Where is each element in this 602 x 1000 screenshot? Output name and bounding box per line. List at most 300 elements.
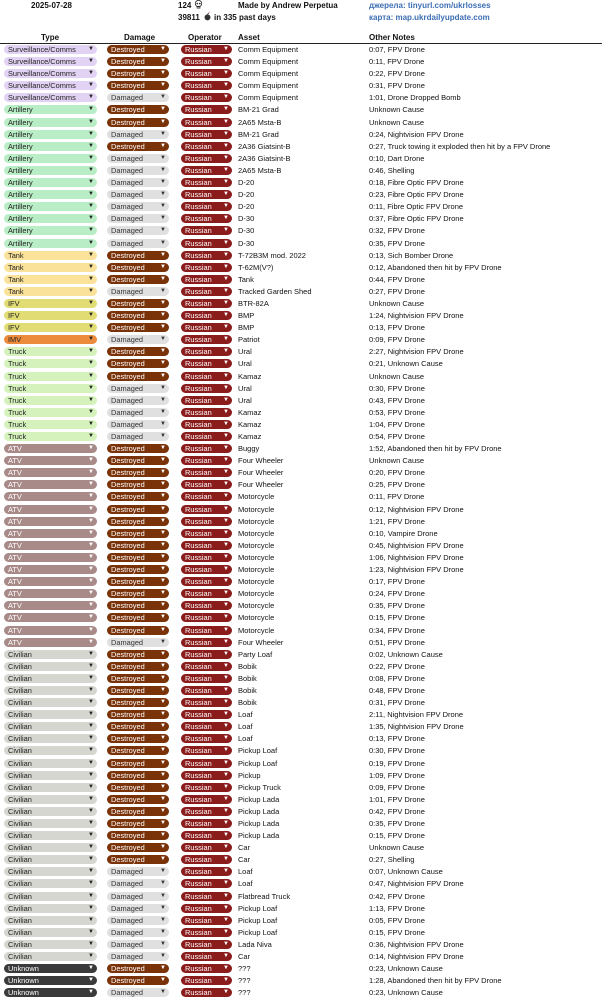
operator-dropdown[interactable] [181,287,232,296]
damage-dropdown[interactable] [107,323,169,332]
operator-dropdown[interactable] [181,892,232,901]
notes-cell: 0:30, FPV Drone [369,746,425,756]
operator-dropdown[interactable] [181,130,232,139]
column-header-notes[interactable]: Other Notes [369,33,415,42]
damage-dropdown[interactable] [107,93,169,102]
notes-cell: 0:15, FPV Drone [369,927,425,937]
type-dropdown[interactable] [4,69,97,78]
operator-dropdown[interactable] [181,480,232,489]
operator-dropdown[interactable] [181,940,232,949]
damage-dropdown[interactable] [107,81,169,90]
operator-dropdown[interactable] [181,976,232,985]
notes-cell: 0:47, Nightvision FPV Drone [369,879,464,889]
operator-dropdown[interactable] [181,347,232,356]
operator-dropdown[interactable] [181,831,232,840]
column-header-operator[interactable]: Operator [188,33,222,42]
dropdown-arrow-icon: ▼ [223,662,229,669]
damage-dropdown[interactable] [107,190,169,199]
operator-dropdown[interactable] [181,517,232,526]
damage-dropdown[interactable] [107,492,169,501]
type-dropdown[interactable] [4,408,97,417]
type-dropdown[interactable] [4,166,97,175]
table-row [0,552,602,564]
source-link[interactable]: джерела: tinyurl.com/ukrlosses [369,1,491,10]
dropdown-arrow-icon: ▼ [160,445,166,452]
damage-dropdown[interactable] [107,335,169,344]
dropdown-arrow-icon: ▼ [88,433,94,439]
type-dropdown[interactable] [4,456,97,465]
type-dropdown[interactable] [4,952,97,961]
dropdown-arrow-icon: ▼ [88,686,94,693]
type-dropdown[interactable] [4,202,97,211]
damage-dropdown[interactable] [107,879,169,888]
operator-dropdown[interactable] [181,118,232,127]
type-dropdown[interactable] [4,239,97,248]
notes-cell: 1:52, Abandoned then hit by FPV Drone [369,444,502,454]
damage-dropdown[interactable] [107,311,169,320]
damage-dropdown[interactable] [107,480,169,489]
operator-dropdown[interactable] [181,843,232,852]
asset-cell: D-30 [238,238,255,248]
damage-dropdown[interactable] [107,988,169,997]
damage-dropdown[interactable] [107,372,169,381]
type-dropdown-label: ATV [8,492,22,502]
type-dropdown[interactable] [4,275,97,284]
operator-dropdown[interactable] [181,613,232,622]
operator-dropdown[interactable] [181,734,232,743]
asset-cell: Bobik [238,698,257,708]
asset-cell: Buggy [238,444,260,454]
type-dropdown[interactable] [4,746,97,755]
table-row [0,830,602,842]
operator-dropdown[interactable] [181,855,232,864]
type-dropdown[interactable] [4,892,97,901]
type-dropdown[interactable] [4,396,97,405]
type-dropdown[interactable] [4,783,97,792]
type-dropdown[interactable] [4,142,97,151]
damage-dropdown[interactable] [107,710,169,719]
operator-dropdown[interactable] [181,879,232,888]
operator-dropdown[interactable] [181,541,232,550]
asset-cell: Pickup Lada [238,806,280,816]
notes-cell: 0:20, FPV Drone [369,468,425,478]
damage-dropdown[interactable] [107,722,169,731]
dropdown-arrow-icon: ▼ [88,70,94,77]
operator-dropdown[interactable] [181,964,232,973]
dropdown-arrow-icon: ▼ [223,566,229,573]
dropdown-arrow-icon: ▼ [223,989,229,996]
operator-dropdown[interactable] [181,722,232,731]
type-dropdown[interactable] [4,311,97,320]
damage-dropdown[interactable] [107,674,169,683]
table-row [0,395,602,407]
damage-dropdown[interactable] [107,553,169,562]
type-dropdown[interactable] [4,662,97,671]
damage-dropdown[interactable] [107,698,169,707]
damage-dropdown[interactable] [107,166,169,175]
damage-dropdown[interactable] [107,251,169,260]
damage-dropdown[interactable] [107,154,169,163]
damage-dropdown[interactable] [107,638,169,647]
type-dropdown-label: ATV [8,516,22,526]
damage-dropdown[interactable] [107,384,169,393]
operator-dropdown[interactable] [181,69,232,78]
damage-dropdown[interactable] [107,650,169,659]
damage-dropdown[interactable] [107,105,169,114]
damage-dropdown[interactable] [107,69,169,78]
dropdown-arrow-icon: ▼ [88,904,94,911]
operator-dropdown[interactable] [181,638,232,647]
damage-dropdown[interactable] [107,613,169,622]
damage-dropdown[interactable] [107,686,169,695]
damage-dropdown[interactable] [107,746,169,755]
operator-dropdown[interactable] [181,396,232,405]
type-dropdown[interactable] [4,916,97,925]
type-dropdown[interactable] [4,263,97,272]
damage-dropdown[interactable] [107,855,169,864]
type-dropdown[interactable] [4,384,97,393]
damage-dropdown-label: Destroyed [111,831,145,841]
damage-dropdown[interactable] [107,178,169,187]
damage-dropdown[interactable] [107,45,169,54]
operator-dropdown[interactable] [181,952,232,961]
operator-dropdown[interactable] [181,359,232,368]
operator-dropdown[interactable] [181,565,232,574]
table-row [0,129,602,141]
operator-dropdown[interactable] [181,190,232,199]
type-dropdown[interactable] [4,287,97,296]
type-dropdown-label: IFV [8,311,20,321]
operator-dropdown[interactable] [181,577,232,586]
damage-dropdown[interactable] [107,468,169,477]
type-dropdown[interactable] [4,613,97,622]
damage-dropdown[interactable] [107,541,169,550]
dropdown-arrow-icon: ▼ [160,336,166,343]
operator-dropdown[interactable] [181,505,232,514]
type-dropdown[interactable] [4,589,97,598]
damage-dropdown[interactable] [107,843,169,852]
damage-dropdown[interactable] [107,420,169,429]
operator-dropdown[interactable] [181,444,232,453]
damage-dropdown[interactable] [107,118,169,127]
type-dropdown[interactable] [4,347,97,356]
operator-dropdown[interactable] [181,904,232,913]
type-dropdown[interactable] [4,45,97,54]
type-dropdown-label: Truck [8,359,27,369]
damage-dropdown[interactable] [107,529,169,538]
type-dropdown[interactable] [4,432,97,441]
type-dropdown[interactable] [4,940,97,949]
damage-dropdown[interactable] [107,771,169,780]
damage-dropdown[interactable] [107,976,169,985]
operator-dropdown[interactable] [181,662,232,671]
damage-dropdown[interactable] [107,964,169,973]
type-dropdown[interactable] [4,93,97,102]
operator-dropdown[interactable] [181,251,232,260]
asset-cell: Kamaz [238,432,262,441]
damage-dropdown[interactable] [107,626,169,635]
damage-dropdown[interactable] [107,795,169,804]
damage-dropdown[interactable] [107,517,169,526]
operator-dropdown[interactable] [181,372,232,381]
dropdown-arrow-icon: ▼ [223,735,229,742]
type-dropdown[interactable] [4,601,97,610]
type-dropdown[interactable] [4,867,97,876]
damage-dropdown[interactable] [107,130,169,139]
type-dropdown[interactable] [4,855,97,864]
type-dropdown[interactable] [4,904,97,913]
damage-dropdown[interactable] [107,807,169,816]
type-dropdown[interactable] [4,118,97,127]
operator-dropdown[interactable] [181,408,232,417]
operator-dropdown[interactable] [181,698,232,707]
damage-dropdown-label: Destroyed [111,710,145,720]
type-dropdown-label: Civilian [8,661,32,671]
operator-dropdown[interactable] [181,492,232,501]
damage-dropdown[interactable] [107,287,169,296]
damage-dropdown[interactable] [107,142,169,151]
operator-dropdown[interactable] [181,626,232,635]
damage-dropdown[interactable] [107,456,169,465]
operator-dropdown[interactable] [181,807,232,816]
dropdown-arrow-icon: ▼ [223,686,229,693]
type-dropdown[interactable] [4,722,97,731]
damage-dropdown[interactable] [107,916,169,925]
type-dropdown[interactable] [4,529,97,538]
type-dropdown[interactable] [4,626,97,635]
operator-dropdown[interactable] [181,650,232,659]
damage-dropdown[interactable] [107,783,169,792]
type-dropdown[interactable] [4,565,97,574]
dropdown-arrow-icon: ▼ [160,783,166,790]
operator-dropdown[interactable] [181,57,232,66]
type-dropdown[interactable] [4,517,97,526]
operator-dropdown[interactable] [181,432,232,441]
type-dropdown-label: IMV [8,335,22,345]
type-dropdown-label: Tank [8,262,24,272]
type-dropdown[interactable] [4,372,97,381]
asset-cell: Pickup Loaf [238,915,278,925]
type-dropdown[interactable] [4,105,97,114]
damage-dropdown[interactable] [107,867,169,876]
damage-dropdown[interactable] [107,759,169,768]
operator-dropdown[interactable] [181,867,232,876]
operator-dropdown[interactable] [181,178,232,187]
operator-dropdown[interactable] [181,335,232,344]
total-count [178,0,203,12]
damage-dropdown[interactable] [107,239,169,248]
type-dropdown[interactable] [4,734,97,743]
damage-dropdown[interactable] [107,444,169,453]
type-dropdown[interactable] [4,57,97,66]
dropdown-arrow-icon: ▼ [88,203,94,210]
type-dropdown[interactable] [4,444,97,453]
type-dropdown-label: Tank [8,286,24,296]
operator-dropdown[interactable] [181,239,232,248]
operator-dropdown[interactable] [181,795,232,804]
damage-dropdown[interactable] [107,359,169,368]
operator-dropdown[interactable] [181,263,232,272]
damage-dropdown[interactable] [107,904,169,913]
operator-dropdown[interactable] [181,202,232,211]
type-dropdown[interactable] [4,843,97,852]
notes-cell: 0:05, FPV Drone [369,915,425,925]
type-dropdown[interactable] [4,674,97,683]
asset-cell: T-72B3M mod. 2022 [238,250,306,260]
type-dropdown[interactable] [4,928,97,937]
notes-cell: 0:07, FPV Drone [369,45,425,54]
type-dropdown[interactable] [4,819,97,828]
table-row [0,721,602,733]
operator-dropdown[interactable] [181,384,232,393]
type-dropdown[interactable] [4,710,97,719]
damage-dropdown-label: Destroyed [111,359,145,369]
type-dropdown[interactable] [4,335,97,344]
operator-dropdown[interactable] [181,783,232,792]
operator-dropdown[interactable] [181,166,232,175]
type-dropdown[interactable] [4,420,97,429]
type-dropdown[interactable] [4,359,97,368]
operator-dropdown[interactable] [181,686,232,695]
operator-dropdown[interactable] [181,93,232,102]
column-header-asset[interactable]: Asset [238,33,260,42]
operator-dropdown-label: Russian [185,395,212,405]
operator-dropdown[interactable] [181,214,232,223]
operator-dropdown[interactable] [181,142,232,151]
damage-dropdown[interactable] [107,275,169,284]
column-header-type[interactable]: Type [41,33,60,42]
type-dropdown[interactable] [4,553,97,562]
type-dropdown[interactable] [4,759,97,768]
operator-dropdown[interactable] [181,819,232,828]
type-dropdown[interactable] [4,964,97,973]
type-dropdown[interactable] [4,541,97,550]
type-dropdown[interactable] [4,299,97,308]
operator-dropdown[interactable] [181,468,232,477]
table-row [0,612,602,624]
operator-dropdown[interactable] [181,420,232,429]
damage-dropdown[interactable] [107,408,169,417]
operator-dropdown[interactable] [181,601,232,610]
damage-dropdown[interactable] [107,505,169,514]
operator-dropdown[interactable] [181,928,232,937]
asset-cell: Comm Equipment [238,57,299,67]
damage-dropdown[interactable] [107,831,169,840]
damage-dropdown[interactable] [107,432,169,441]
map-link[interactable]: карта: map.ukrdailyupdate.com [369,13,490,22]
column-header-damage[interactable]: Damage [124,33,156,42]
damage-dropdown[interactable] [107,940,169,949]
type-dropdown[interactable] [4,505,97,514]
type-dropdown[interactable] [4,468,97,477]
damage-dropdown-label: Damaged [111,238,144,248]
operator-dropdown[interactable] [181,674,232,683]
type-dropdown[interactable] [4,190,97,199]
operator-dropdown[interactable] [181,771,232,780]
damage-dropdown[interactable] [107,226,169,235]
operator-dropdown[interactable] [181,759,232,768]
operator-dropdown[interactable] [181,710,232,719]
dropdown-arrow-icon: ▼ [223,904,229,911]
damage-dropdown[interactable] [107,601,169,610]
type-dropdown[interactable] [4,988,97,997]
type-dropdown[interactable] [4,686,97,695]
type-dropdown[interactable] [4,323,97,332]
operator-dropdown[interactable] [181,323,232,332]
type-dropdown[interactable] [4,81,97,90]
damage-dropdown[interactable] [107,952,169,961]
operator-dropdown[interactable] [181,154,232,163]
operator-dropdown[interactable] [181,45,232,54]
operator-dropdown[interactable] [181,988,232,997]
damage-dropdown[interactable] [107,577,169,586]
operator-dropdown[interactable] [181,275,232,284]
type-dropdown[interactable] [4,577,97,586]
damage-dropdown[interactable] [107,396,169,405]
type-dropdown[interactable] [4,976,97,985]
operator-dropdown[interactable] [181,311,232,320]
type-dropdown[interactable] [4,178,97,187]
damage-dropdown[interactable] [107,214,169,223]
type-dropdown[interactable] [4,831,97,840]
type-dropdown[interactable] [4,638,97,647]
type-dropdown[interactable] [4,214,97,223]
type-dropdown[interactable] [4,226,97,235]
notes-cell: 0:21, Unknown Cause [369,359,443,369]
dropdown-arrow-icon: ▼ [160,179,166,186]
operator-dropdown[interactable] [181,553,232,562]
damage-dropdown-label: Damaged [111,952,144,962]
type-dropdown[interactable] [4,251,97,260]
table-row [0,697,602,709]
operator-dropdown[interactable] [181,589,232,598]
type-dropdown-label: Artillery [8,226,33,236]
operator-dropdown[interactable] [181,746,232,755]
type-dropdown[interactable] [4,771,97,780]
type-dropdown[interactable] [4,480,97,489]
damage-dropdown[interactable] [107,263,169,272]
notes-cell: 0:17, FPV Drone [369,577,425,587]
type-dropdown[interactable] [4,879,97,888]
damage-dropdown[interactable] [107,734,169,743]
damage-dropdown[interactable] [107,57,169,66]
type-dropdown[interactable] [4,492,97,501]
type-dropdown[interactable] [4,807,97,816]
operator-dropdown[interactable] [181,529,232,538]
damage-dropdown-label: Destroyed [111,347,145,357]
damage-dropdown[interactable] [107,565,169,574]
operator-dropdown[interactable] [181,226,232,235]
damage-dropdown[interactable] [107,662,169,671]
type-dropdown[interactable] [4,698,97,707]
damage-dropdown[interactable] [107,819,169,828]
damage-dropdown[interactable] [107,892,169,901]
damage-dropdown[interactable] [107,928,169,937]
operator-dropdown[interactable] [181,456,232,465]
operator-dropdown[interactable] [181,105,232,114]
damage-dropdown[interactable] [107,347,169,356]
damage-dropdown[interactable] [107,202,169,211]
type-dropdown[interactable] [4,650,97,659]
damage-dropdown[interactable] [107,589,169,598]
operator-dropdown[interactable] [181,916,232,925]
damage-dropdown[interactable] [107,299,169,308]
type-dropdown[interactable] [4,154,97,163]
operator-dropdown[interactable] [181,81,232,90]
type-dropdown[interactable] [4,795,97,804]
operator-dropdown[interactable] [181,299,232,308]
type-dropdown[interactable] [4,130,97,139]
